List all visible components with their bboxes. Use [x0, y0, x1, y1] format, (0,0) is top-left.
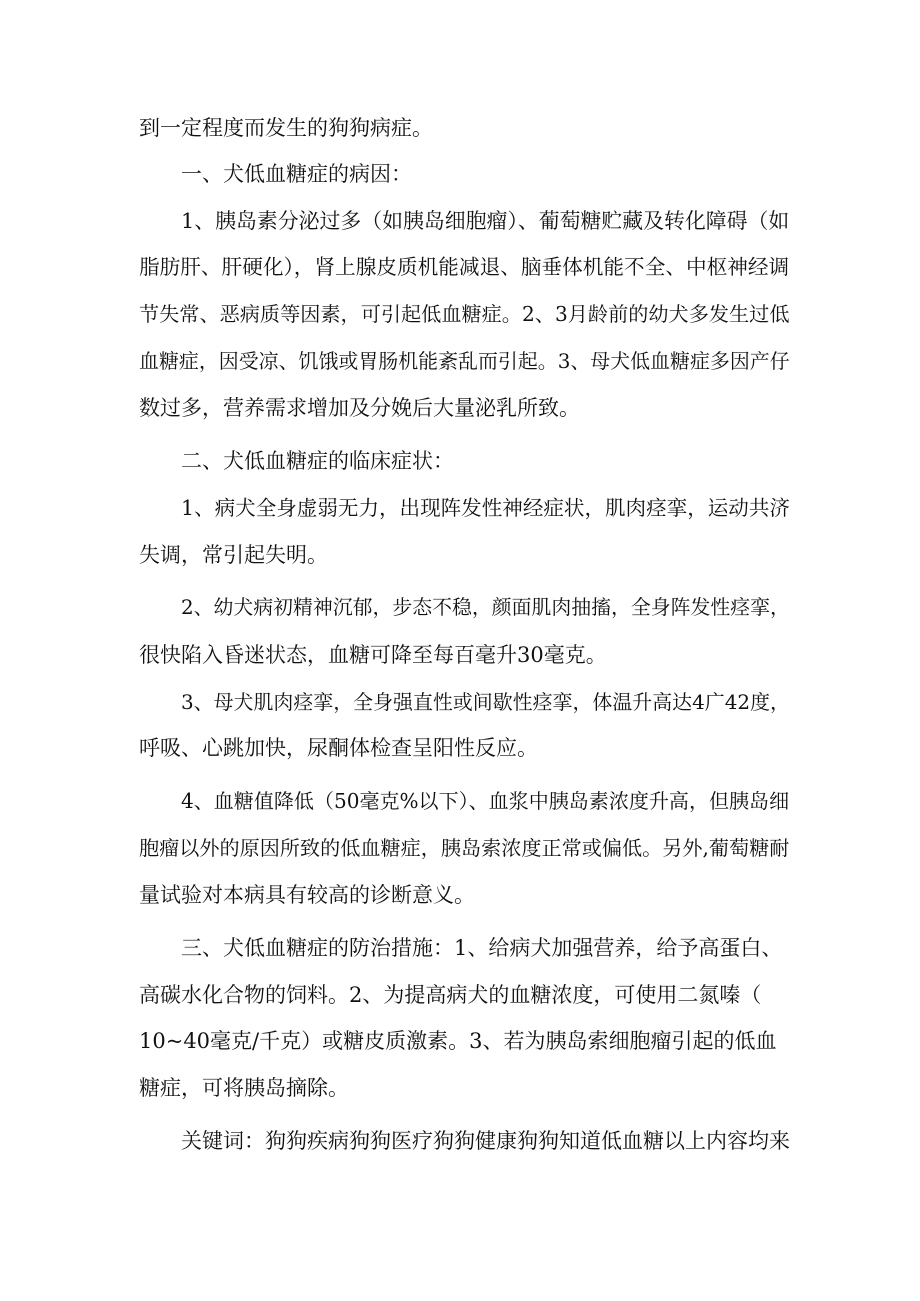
text-line: 量试验对本病具有较高的诊断意义。	[139, 883, 475, 907]
text-line: 10~40毫克/千克）或糖皮质激素。3、若为胰岛索细胞瘤引起的低血	[139, 1029, 777, 1053]
text-line: 4、血糖值降低（50毫克%以下）、血浆中胰岛素浓度升高，但胰岛细	[181, 789, 790, 813]
text-line: 血糖症，因受凉、饥饿或胃肠机能紊乱而引起。3、母犬低血糖症多因产仔	[139, 349, 790, 373]
section-heading-symptoms: 二、犬低血糖症的临床症状：	[181, 449, 454, 473]
text-line: 失调，常引起失明。	[139, 543, 328, 567]
section-heading-causes: 一、犬低血糖症的病因：	[181, 162, 412, 186]
section-heading-treatment: 三、犬低血糖症的防治措施：1、给病犬加强营养，给予高蛋白、	[181, 936, 783, 960]
text-line: 胞瘤以外的原因所致的低血糖症，胰岛索浓度正常或偏低。另外,葡萄糖耐	[139, 836, 790, 860]
text-line: 数过多，营养需求增加及分娩后大量泌乳所致。	[139, 396, 580, 420]
text-line: 高碳水化合物的饲料。2、为提高病犬的血糖浓度，可使用二氮嗪（	[139, 983, 762, 1007]
text-line: 1、病犬全身虚弱无力，出现阵发性神经症状，肌肉痉挛，运动共济	[181, 496, 790, 520]
text-line: 到一定程度而发生的狗狗病症。	[139, 116, 433, 140]
text-line: 脂肪肝、肝硬化），肾上腺皮质机能减退、脑垂体机能不全、中枢神经调	[139, 255, 790, 279]
text-line: 2、幼犬病初精神沉郁，步态不稳，颜面肌肉抽搐，全身阵发性痉挛，	[181, 596, 790, 619]
text-line: 呼吸、心跳加快，尿酮体检查呈阳性反应。	[139, 736, 538, 760]
text-line: 糖症，可将胰岛摘除。	[139, 1076, 349, 1100]
text-line: 节失常、恶病质等因素，可引起低血糖症。2、3月龄前的幼犬多发生过低	[139, 302, 790, 326]
text-line: 1、胰岛素分泌过多（如胰岛细胞瘤）、葡萄糖贮藏及转化障碍（如	[181, 209, 790, 233]
text-line: 很快陷入昏迷状态，血糖可降至每百毫升30毫克。	[139, 643, 607, 667]
text-line: 3、母犬肌肉痉挛，全身强直性或间歇性痉挛，体温升高达4广42度，	[181, 690, 790, 714]
keywords-line: 关键词：狗狗疾病狗狗医疗狗狗健康狗狗知道低血糖以上内容均来	[181, 1129, 790, 1153]
